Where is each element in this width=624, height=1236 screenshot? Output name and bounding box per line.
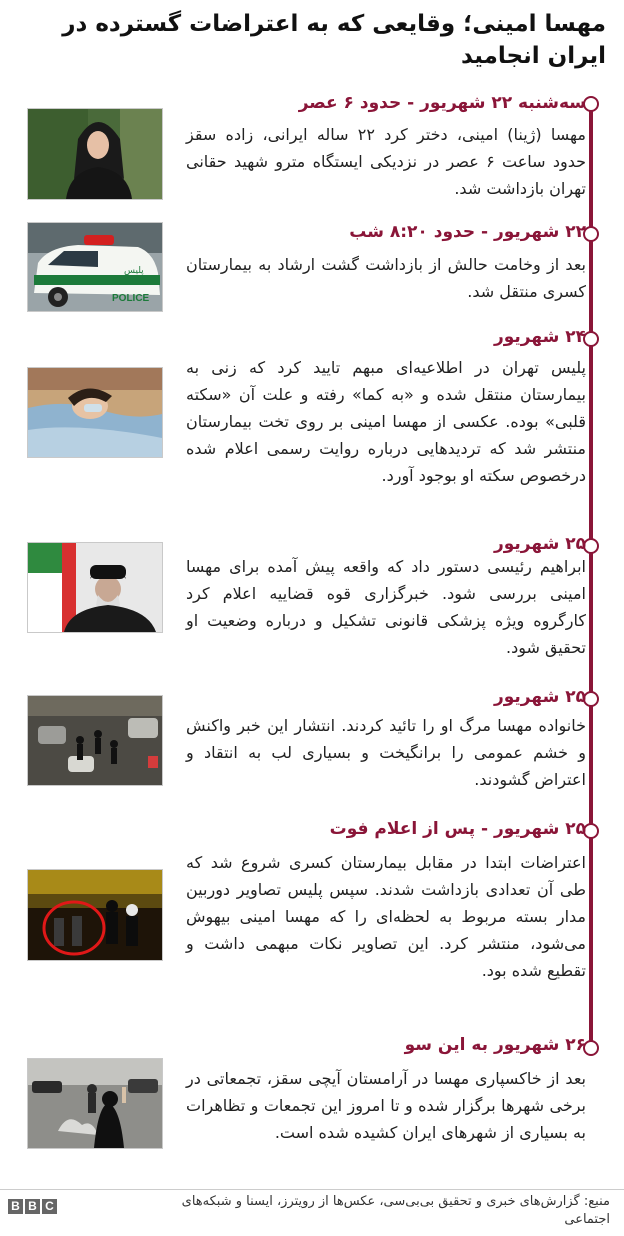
event-date-2: ۲۲ شهریور - حدود ۸:۲۰ شب [349,222,586,242]
bbc-logo [8,1199,57,1214]
event-photo-5 [27,695,163,786]
footer-divider [0,1189,624,1190]
bbc-logo-letter-1: B [8,1199,23,1214]
event-text-7: بعد از خاکسپاری مهسا در آرامستان آیچی سقز، تجمعاتی در برخی شهرها برگزار شده و تا امروز این تجمعات و تظاهرات به بسیاری از شهرهای ایران کشیده شده است. [186,1069,586,1142]
event-text-2: بعد از وخامت حالش از بازداشت گشت ارشاد به بیمارستان کسری منتقل شد. [186,255,586,301]
event-photo-6 [27,869,163,961]
police-car-text: POLICE [112,293,150,304]
event-date-5: ۲۵ شهریور [493,687,586,707]
event-photo-1 [27,108,163,200]
event-text-3: پلیس تهران در اطلاعیه‌ای مبهم تایید کرد که زنی به بیمارستان منتقل شده و «به کما» رفته و علت آن «سکته قلبی» بوده. عکسی از مهسا امینی بر روی تخت بیمارستان منتشر شد که تردیدهایی درباره روایت رسمی اعلام شده درخصوص سکته او بوجود آورد. [186,358,586,485]
bbc-logo-letter-2: B [25,1199,40,1214]
event-photo-7 [27,1058,163,1149]
source-note: منبع: گزارش‌های خبری و تحقیق بی‌بی‌سی، عکس‌ها از رویترز، ایسنا و شبکه‌های اجتماعی [181,1194,610,1227]
event-text-4: ابراهیم رئیسی دستور داد که واقعه پیش آمده برای مهسا امینی بررسی شود. خبرگزاری قوه قضاییه اعلام کرد کارگروه ویژه پزشکی قانونی تشکیل و درباره وضعیت او تحقیق شود. [186,557,586,657]
bbc-logo-letter-3: C [42,1199,57,1214]
timeline-line [589,104,593,1054]
event-photo-2 [27,222,163,312]
event-text-6: اعتراضات ابتدا در مقابل بیمارستان کسری شروع شد که طی آن تعدادی بازداشت شدند. سپس پلیس تصاویر دوربین مدار بسته مربوط به لحظه‌ای را که مهسا امینی بیهوش می‌شود، منتشر کرد. این تصاویر نکات مبهمی داشت و تقطیع شده بود. [186,853,586,980]
event-text-1: مهسا (ژینا) امینی، دختر کرد ۲۲ ساله ایرانی، زاده سقز حدود ساعت ۶ عصر در نزدیکی ایستگاه مترو شهید حقانی تهران بازداشت شد. [186,125,586,198]
event-date-4: ۲۵ شهریور [493,534,586,554]
event-date-3: ۲۴ شهریور [493,327,586,347]
event-photo-4 [27,542,163,633]
event-date-1: سه‌شنبه ۲۲ شهریور - حدود ۶ عصر [298,93,586,113]
page-title: مهسا امینی؛ وقایعی که به اعتراضات گسترده در ایران انجامید [62,11,606,69]
event-date-6: ۲۵ شهریور - پس از اعلام فوت [329,819,586,839]
event-date-7: ۲۶ شهریور به این سو [404,1035,586,1055]
event-photo-3 [27,367,163,458]
event-text-5: خانواده مهسا مرگ او را تائید کردند. انتشار این خبر واکنش و خشم عمومی را برانگیخت و بسیاری لب به انتقاد و اعتراض گشودند. [186,716,586,789]
police-door-text: پلیس [124,266,144,276]
